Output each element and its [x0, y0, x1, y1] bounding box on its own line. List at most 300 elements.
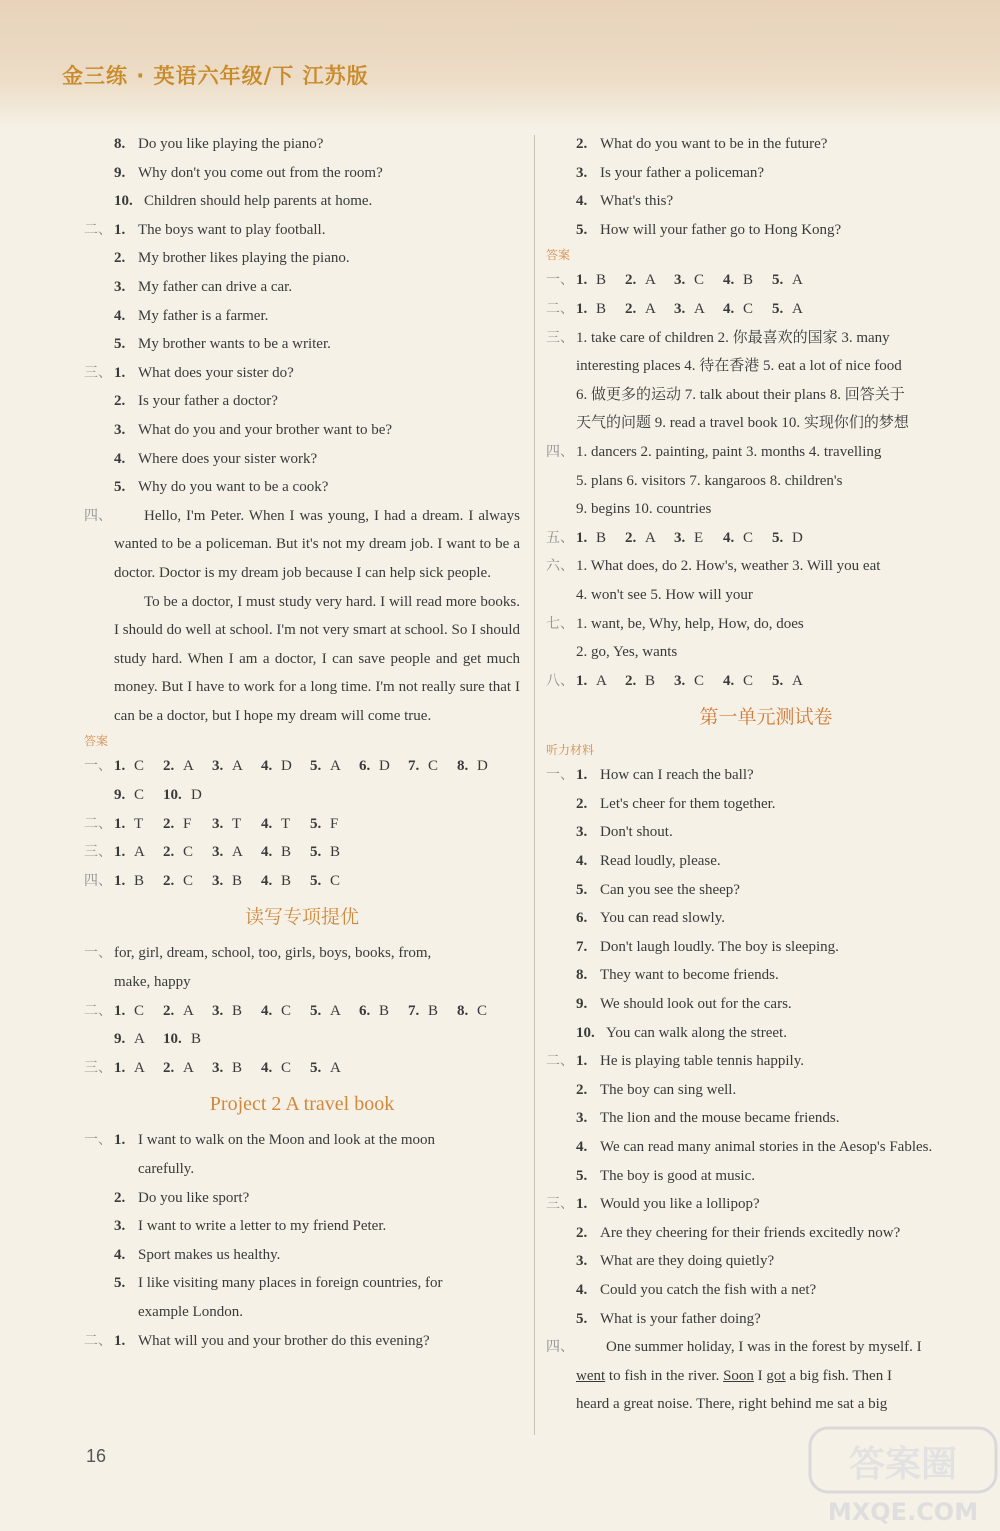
answer-number	[674, 667, 685, 696]
item-text: example London.	[138, 1303, 243, 1320]
item-text: What does your sister do?	[138, 364, 294, 381]
answer-line	[84, 968, 520, 997]
number-label: 6.	[359, 1002, 371, 1019]
answer-number	[114, 838, 125, 867]
answer-number	[457, 752, 468, 781]
answer-value: C	[743, 529, 754, 546]
item-number: 2.	[114, 1189, 126, 1206]
question-line	[546, 1276, 986, 1305]
answer-value: A	[694, 300, 705, 317]
passage-line	[546, 1333, 986, 1362]
item-text: What is your father doing?	[600, 1310, 761, 1327]
item-text: The boys want to play football.	[138, 221, 326, 238]
item-text: I want to walk on the Moon and look at the moon	[138, 1132, 436, 1149]
question-group	[84, 359, 520, 502]
section-marker: 二、	[546, 1053, 574, 1070]
answer-line	[546, 409, 986, 438]
item-text: We should look out for the cars.	[600, 996, 792, 1013]
item-text: Could you catch the fish with a net?	[600, 1281, 817, 1298]
answer-number	[310, 752, 321, 781]
item-text: Where does your sister work?	[138, 450, 318, 467]
watermark-logo	[806, 1420, 1000, 1531]
answer-number	[163, 810, 174, 839]
answer-label: 答案	[546, 248, 571, 263]
question-line	[546, 1305, 986, 1334]
answer-value: C	[330, 872, 341, 889]
number-label: 3.	[212, 1059, 224, 1076]
answer-value: B	[379, 1002, 390, 1019]
answer-number	[674, 295, 685, 324]
item-text: How can I reach the ball?	[600, 767, 754, 784]
answer-value: A	[232, 844, 243, 861]
number-label: 4.	[723, 529, 735, 546]
question-line	[546, 904, 986, 933]
answer-line	[546, 581, 986, 610]
answer-value: D	[477, 758, 488, 775]
item-number: 1.	[114, 364, 126, 381]
answer-line	[546, 266, 986, 295]
section-marker: 五、	[546, 529, 574, 546]
answer-value: C	[134, 1002, 145, 1019]
answer-number	[723, 295, 734, 324]
item-text: Don't laugh loudly. The boy is sleeping.	[600, 938, 839, 955]
number-label: 2.	[625, 272, 637, 289]
question-line	[546, 1076, 986, 1105]
answer-line	[84, 838, 520, 867]
section-marker: 七、	[546, 615, 574, 632]
section-marker: 四、	[84, 872, 112, 889]
number-label: 3.	[674, 529, 686, 546]
answer-number	[359, 997, 370, 1026]
number-label: 8.	[457, 1002, 469, 1019]
answer-value: A	[232, 758, 243, 775]
item-text: They want to become friends.	[600, 967, 779, 984]
item-number: 2.	[576, 1224, 588, 1241]
answer-text: 1. take care of children 2. 你最喜欢的国家 3. many	[576, 329, 890, 346]
section-marker: 三、	[546, 1196, 574, 1213]
question-group	[84, 1184, 520, 1270]
answer-number	[114, 867, 125, 896]
item-number: 9.	[576, 996, 588, 1013]
item-text: What are they doing quietly?	[600, 1253, 775, 1270]
question-line	[84, 330, 520, 359]
question-line	[546, 1219, 986, 1248]
question-line	[84, 473, 520, 502]
question-group	[84, 130, 520, 216]
left-column	[84, 130, 520, 1355]
section-marker: 一、	[84, 1132, 112, 1149]
answer-number	[310, 810, 321, 839]
section-marker: 一、	[84, 945, 112, 962]
answer-text: 1. dancers 2. painting, paint 3. months 4. travelling	[576, 443, 882, 460]
answer-value: B	[134, 872, 145, 889]
answer-value: B	[596, 300, 607, 317]
question-line	[84, 1212, 520, 1241]
section-marker: 四、	[546, 1339, 574, 1356]
answer-group	[546, 610, 986, 667]
watermark-url: MXQE.COM	[827, 1498, 979, 1526]
answer-text: 6. 做更多的运动 7. talk about their plans 8. 回答关于	[576, 386, 905, 403]
question-line	[546, 159, 986, 188]
answer-value: C	[281, 1059, 292, 1076]
passage-fragment: to fish in the river.	[605, 1367, 724, 1384]
answer-number	[625, 266, 636, 295]
answer-number	[163, 1054, 174, 1083]
question-line	[546, 1247, 986, 1276]
item-text: Children should help parents at home.	[144, 193, 373, 210]
answer-value: A	[645, 529, 656, 546]
item-text: You can walk along the street.	[606, 1024, 787, 1041]
answer-value: B	[281, 872, 292, 889]
number-label: 2.	[625, 529, 637, 546]
number-label: 1.	[114, 844, 126, 861]
item-text: How will your father go to Hong Kong?	[600, 221, 842, 238]
answer-number	[625, 524, 636, 553]
passage-paragraph	[84, 502, 520, 588]
item-number: 5.	[576, 1310, 588, 1327]
question-group	[546, 761, 986, 1047]
answer-value: D	[792, 529, 803, 546]
answer-value: C	[743, 672, 754, 689]
answer-group	[84, 997, 520, 1083]
question-line	[546, 130, 986, 159]
number-label: 7.	[408, 1002, 420, 1019]
section-marker: 六、	[546, 558, 574, 575]
item-number: 3.	[576, 1110, 588, 1127]
answer-number	[625, 667, 636, 696]
number-label: 5.	[310, 1002, 322, 1019]
answer-line	[84, 939, 520, 968]
question-line	[84, 387, 520, 416]
item-number: 10.	[114, 193, 133, 210]
number-label: 4.	[723, 672, 735, 689]
answer-value: F	[330, 815, 339, 832]
passage-text: One summer holiday, I was in the forest by myself. I	[606, 1339, 922, 1356]
item-number: 3.	[576, 1253, 588, 1270]
number-label: 4.	[723, 272, 735, 289]
answer-value: T	[232, 815, 242, 832]
answer-value: A	[134, 1031, 145, 1048]
answer-value: D	[379, 758, 390, 775]
answer-number	[359, 752, 370, 781]
item-text: carefully.	[138, 1161, 195, 1177]
item-number: 4.	[576, 1139, 588, 1155]
answer-line	[546, 667, 986, 696]
answer-value: B	[232, 872, 243, 889]
answer-group	[84, 752, 520, 895]
passage-text	[576, 1362, 892, 1391]
question-line	[546, 187, 986, 216]
answer-number	[674, 266, 685, 295]
question-line	[546, 1019, 986, 1048]
answer-number	[310, 838, 321, 867]
item-text: What do you want to be in the future?	[600, 136, 828, 152]
answer-number	[723, 667, 734, 696]
answer-value: C	[134, 787, 145, 804]
number-label: 4.	[261, 1059, 273, 1076]
answer-value: B	[281, 844, 292, 861]
section-marker: 三、	[84, 364, 112, 381]
answer-value: A	[645, 272, 656, 289]
question-line	[546, 933, 986, 962]
number-label: 8.	[457, 758, 469, 775]
answer-value: C	[694, 672, 705, 689]
column-divider	[534, 135, 535, 1435]
answer-value: A	[792, 300, 803, 317]
answer-value: B	[330, 844, 341, 861]
answer-number	[772, 266, 783, 295]
answer-value: A	[134, 1059, 145, 1076]
question-line	[84, 1327, 520, 1356]
paragraph-text: Hello, I'm Peter. When I was young, I had a dream. I always wanted to be a policeman. But it's not my dream job. I want to be a doctor. Doctor is my dream job because I can help sick people.	[114, 507, 520, 581]
answer-number	[114, 752, 125, 781]
item-text: He is playing table tennis happily.	[600, 1053, 804, 1070]
answer-group	[546, 324, 986, 438]
watermark-text: 答案圈	[848, 1444, 958, 1485]
item-text: You can read slowly.	[600, 910, 725, 927]
answer-value: C	[428, 758, 439, 775]
passage-line	[546, 1390, 986, 1419]
answer-line	[84, 752, 520, 781]
right-column	[546, 130, 986, 1419]
question-line	[546, 961, 986, 990]
answer-value: T	[281, 815, 291, 832]
section-marker: 四、	[546, 443, 574, 460]
answer-line	[84, 997, 520, 1026]
answer-line	[84, 1025, 520, 1054]
item-number: 1.	[576, 767, 588, 784]
number-label: 3.	[212, 844, 224, 861]
answer-line	[546, 324, 986, 353]
answer-line	[546, 295, 986, 324]
number-label: 5.	[310, 1059, 322, 1076]
item-number: 5.	[576, 881, 588, 898]
answer-number	[163, 997, 174, 1026]
question-line	[546, 876, 986, 905]
item-number: 4.	[114, 307, 126, 324]
item-text: Do you like playing the piano?	[138, 136, 324, 152]
item-number: 5.	[114, 1275, 126, 1292]
answer-number	[310, 997, 321, 1026]
answer-line	[546, 352, 986, 381]
answer-number	[212, 1054, 223, 1083]
item-number: 5.	[114, 479, 126, 496]
answer-line	[546, 524, 986, 553]
question-line	[84, 1184, 520, 1213]
section-marker: 三、	[546, 329, 574, 346]
question-line	[84, 1126, 520, 1155]
section-marker: 一、	[84, 758, 112, 775]
item-number: 5.	[114, 336, 126, 353]
answer-text: make, happy	[114, 974, 191, 991]
answer-value: E	[694, 529, 704, 546]
underlined-word: Soon	[723, 1367, 754, 1384]
question-line	[546, 847, 986, 876]
section-marker: 一、	[546, 272, 574, 289]
question-line	[546, 1047, 986, 1076]
section-marker: 二、	[84, 1332, 112, 1349]
question-line	[546, 818, 986, 847]
answer-line	[546, 610, 986, 639]
item-text: Do you like sport?	[138, 1189, 250, 1206]
answer-value: C	[694, 272, 705, 289]
item-number: 6.	[576, 910, 588, 927]
question-line	[546, 790, 986, 819]
item-number: 3.	[576, 824, 588, 841]
answer-number	[261, 810, 272, 839]
question-line	[84, 273, 520, 302]
number-label: 5.	[310, 872, 322, 889]
answer-line	[84, 867, 520, 896]
item-number: 2.	[576, 795, 588, 812]
number-label: 3.	[212, 1002, 224, 1019]
question-line	[84, 416, 520, 445]
number-label: 10.	[163, 1031, 182, 1048]
answer-number	[212, 997, 223, 1026]
question-line	[546, 1162, 986, 1191]
answer-number	[163, 1025, 182, 1054]
answer-number	[163, 867, 174, 896]
book-title: 金三练 · 英语六年级/下 江苏版	[62, 64, 369, 88]
answer-number	[114, 1054, 125, 1083]
item-number: 4.	[114, 450, 126, 467]
item-text: The boy can sing well.	[600, 1081, 737, 1098]
item-number: 4.	[576, 193, 588, 210]
item-text: I want to write a letter to my friend Peter.	[138, 1218, 387, 1235]
number-label: 2.	[163, 758, 175, 775]
answer-value: F	[183, 815, 192, 832]
answer-value: C	[281, 1002, 292, 1019]
answer-number	[261, 752, 272, 781]
question-line	[546, 1190, 986, 1219]
answer-value: A	[330, 1059, 341, 1076]
question-line	[84, 1298, 520, 1327]
item-number: 1.	[114, 221, 126, 238]
number-label: 1.	[114, 872, 126, 889]
answer-line	[84, 781, 520, 810]
answer-value: A	[645, 300, 656, 317]
item-text: I like visiting many places in foreign countries, for	[138, 1275, 443, 1292]
item-number: 1.	[576, 1196, 588, 1213]
answer-value: A	[330, 758, 341, 775]
answer-value: B	[596, 529, 607, 546]
answer-value: A	[183, 758, 194, 775]
section-title: 读写专项提优	[244, 906, 359, 929]
question-line	[84, 302, 520, 331]
question-line	[84, 159, 520, 188]
answer-number	[114, 997, 125, 1026]
number-label: 2.	[163, 1059, 175, 1076]
question-line	[84, 130, 520, 159]
answer-value: B	[191, 1031, 202, 1048]
answer-number	[625, 295, 636, 324]
answer-text: 1. What does, do 2. How's, weather 3. Will you eat	[576, 558, 881, 575]
question-line	[84, 216, 520, 245]
answer-text: 4. won't see 5. How will your	[576, 586, 753, 603]
page-number: 16	[86, 1446, 107, 1466]
number-label: 5.	[772, 272, 784, 289]
question-group	[84, 216, 520, 359]
item-text: Is your father a policeman?	[600, 164, 765, 181]
answer-number	[310, 867, 321, 896]
item-text: Don't shout.	[600, 824, 673, 841]
question-line	[84, 359, 520, 388]
answer-value: A	[792, 272, 803, 289]
answer-group	[546, 438, 986, 524]
answer-number	[163, 781, 182, 810]
answer-number	[772, 295, 783, 324]
passage-text: heard a great noise. There, right behind me sat a big	[576, 1396, 888, 1413]
item-number: 5.	[576, 221, 588, 238]
answer-text: for, girl, dream, school, too, girls, boys, books, from,	[114, 945, 432, 962]
answer-text: 2. go, Yes, wants	[576, 644, 678, 661]
number-label: 1.	[114, 1002, 126, 1019]
answer-line	[546, 495, 986, 524]
item-number: 4.	[576, 853, 588, 870]
answer-line	[546, 638, 986, 667]
answer-value: B	[743, 272, 754, 289]
number-label: 3.	[674, 672, 686, 689]
answer-value: C	[183, 844, 194, 861]
item-number: 8.	[114, 136, 126, 152]
section-marker: 一、	[546, 767, 574, 784]
item-number: 1.	[114, 1132, 126, 1149]
item-number: 4.	[114, 1246, 126, 1263]
item-number: 5.	[576, 1167, 588, 1184]
answer-number	[772, 524, 783, 553]
item-text: Can you see the sheep?	[600, 881, 740, 898]
number-label: 2.	[163, 815, 175, 832]
question-line	[546, 216, 986, 245]
number-label: 4.	[261, 1002, 273, 1019]
number-label: 4.	[723, 300, 735, 317]
answer-line	[84, 1054, 520, 1083]
passage-paragraph	[84, 588, 520, 731]
answer-line	[546, 552, 986, 581]
item-number: 7.	[576, 938, 588, 955]
item-number: 2.	[576, 136, 588, 152]
section-marker: 二、	[84, 815, 112, 832]
item-number: 2.	[114, 393, 126, 410]
item-number: 8.	[576, 967, 588, 984]
answer-value: C	[134, 758, 145, 775]
item-text: My father can drive a car.	[138, 278, 293, 295]
answer-number	[457, 997, 468, 1026]
section-marker: 三、	[84, 1059, 112, 1076]
answer-line	[546, 667, 986, 696]
underlined-word: went	[576, 1367, 606, 1384]
answer-value: D	[191, 787, 202, 804]
item-text: My brother wants to be a writer.	[138, 336, 331, 353]
answer-value: C	[183, 872, 194, 889]
section-marker: 三、	[84, 844, 112, 861]
question-group	[546, 1190, 986, 1333]
answer-number	[576, 667, 587, 696]
item-text: Read loudly, please.	[600, 853, 721, 870]
answer-number	[576, 524, 587, 553]
number-label: 3.	[212, 758, 224, 775]
number-label: 3.	[212, 872, 224, 889]
answer-number	[212, 838, 223, 867]
number-label: 1.	[576, 529, 588, 546]
listening-label: 听力材料	[546, 743, 595, 758]
answer-value: A	[596, 672, 607, 689]
question-line	[84, 244, 520, 273]
section-marker: 二、	[84, 1002, 112, 1019]
item-number: 3.	[114, 421, 126, 438]
question-line	[84, 1155, 520, 1184]
section-title: 第一单元测试卷	[699, 706, 833, 729]
